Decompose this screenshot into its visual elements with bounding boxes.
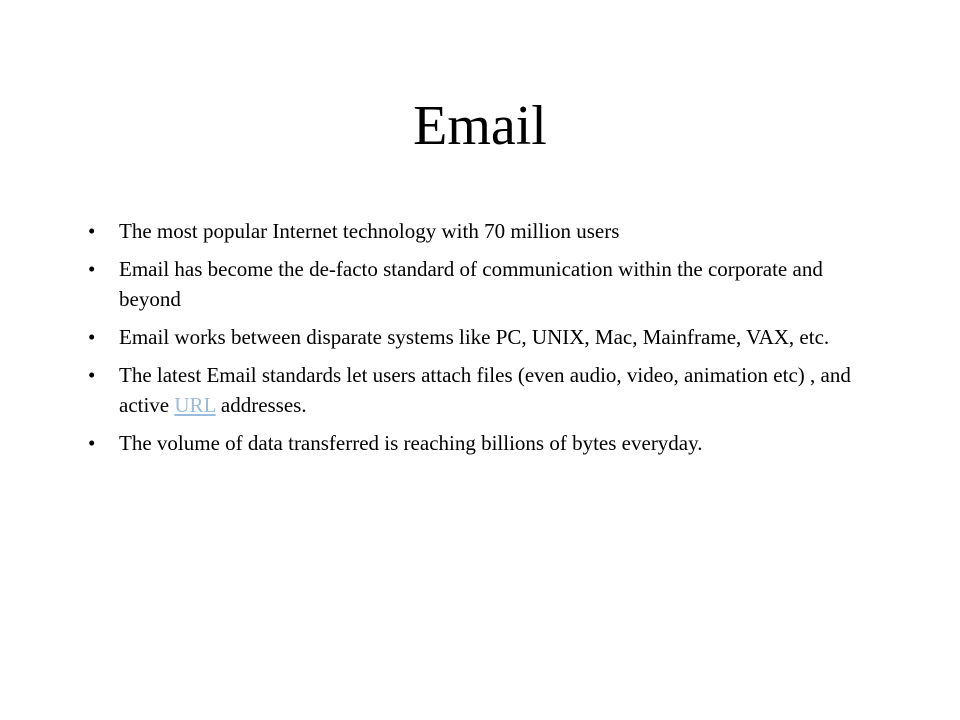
bullet-list [88,216,888,466]
bullet-item [88,428,888,458]
bullet-text: Email works between disparate systems like PC, UNIX, Mac, Mainframe, VAX, etc. [119,325,830,349]
bullet-text-after-link: addresses. [215,393,307,417]
bullet-icon: • [88,363,96,387]
bullet-item [88,216,888,246]
bullet-text: The most popular Internet technology with 70 million users [119,219,620,243]
bullet-item [88,254,888,314]
slide-title: Email [413,95,547,157]
bullet-icon: • [88,219,96,243]
bullet-icon: • [88,431,96,455]
bullet-text: The volume of data transferred is reaching billions of bytes everyday. [119,431,703,455]
bullet-icon: • [88,325,96,349]
bullet-item [88,322,888,352]
bullet-text-before-link: The latest Email standards let users attach files (even audio, video, animation etc) , and active [119,363,851,417]
bullet-item [88,360,888,420]
bullet-text: Email has become the de-facto standard of communication within the corporate and beyond [119,257,823,311]
bullet-icon: • [88,257,96,281]
url-link[interactable]: URL [174,393,216,417]
